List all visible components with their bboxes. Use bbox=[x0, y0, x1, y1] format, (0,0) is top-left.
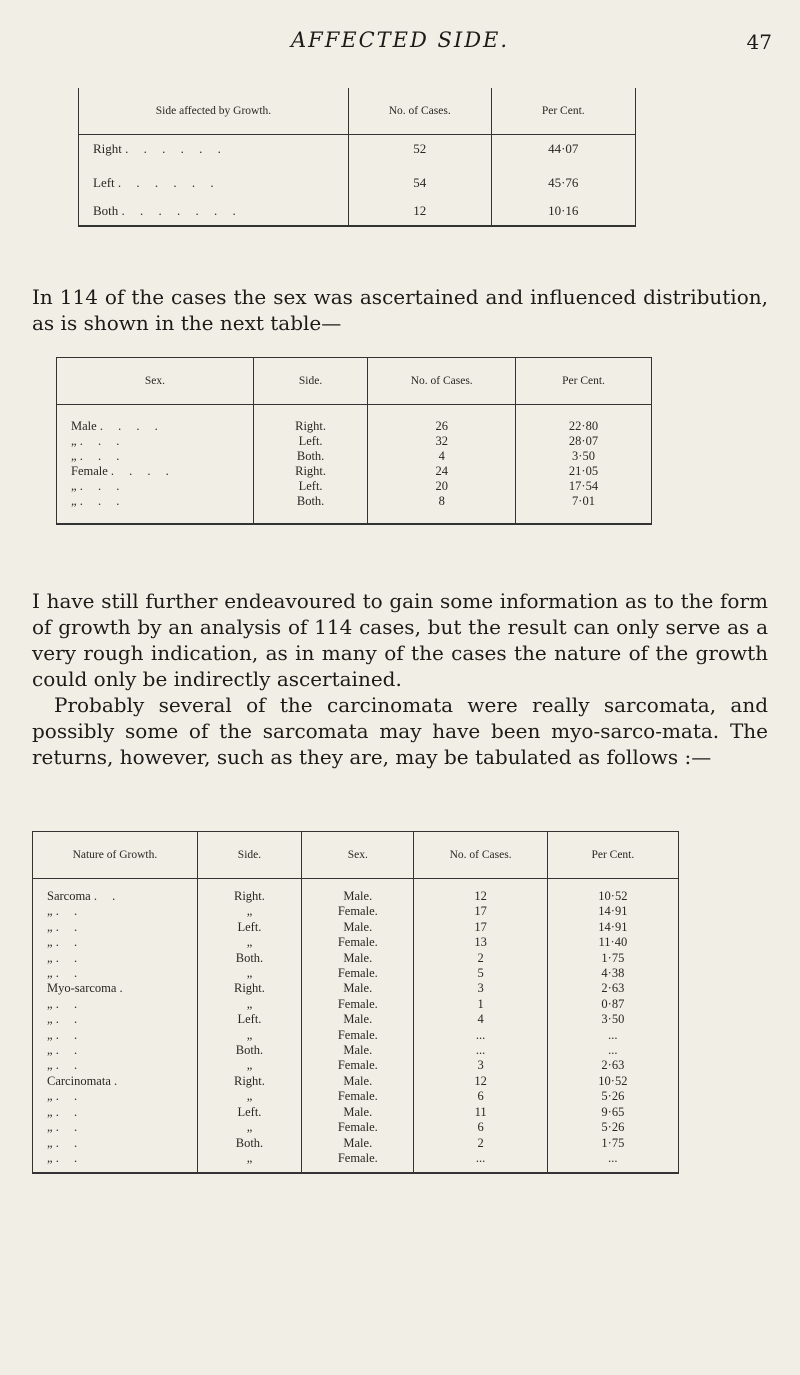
nature-of-growth-table bbox=[32, 831, 679, 1174]
leader-dots: . . bbox=[55, 1104, 84, 1119]
table-row bbox=[33, 951, 679, 966]
cell-nature bbox=[33, 1120, 198, 1135]
cell-sex: Male. bbox=[302, 951, 414, 966]
cell-side: Left. bbox=[253, 479, 368, 494]
cell-nature bbox=[33, 1089, 198, 1104]
row-label: „ bbox=[47, 1120, 53, 1135]
cell-sex: Female. bbox=[302, 1089, 414, 1104]
row-label: „ bbox=[71, 449, 77, 463]
paragraph-form-of-growth: I have still further endeavoured to gain some information as to the form of growth by an analysis of 114 cases, but the result can only serve as a very rough indication, as in many of the cases the nature of the growth could only be indirectly ascertained. bbox=[32, 589, 768, 691]
cell-percent: 14·91 bbox=[547, 920, 678, 935]
leader-dots: . . bbox=[55, 1089, 84, 1104]
cell-percent: 17·54 bbox=[516, 479, 652, 494]
cell-cases: 6 bbox=[414, 1089, 547, 1104]
side-affected-table-body bbox=[79, 135, 636, 226]
table-row bbox=[33, 935, 679, 950]
table-row bbox=[33, 1058, 679, 1073]
cell-side: Left. bbox=[197, 920, 301, 935]
cell-nature bbox=[33, 951, 198, 966]
cell-nature bbox=[33, 904, 198, 919]
col-header-cases: No. of Cases. bbox=[368, 358, 516, 405]
row-label: Right bbox=[93, 141, 122, 156]
table-end-cell bbox=[516, 509, 652, 524]
cell-percent: 2·63 bbox=[547, 981, 678, 996]
leader-dots: . . bbox=[55, 1058, 84, 1073]
col-header-cases: No. of Cases. bbox=[348, 88, 491, 135]
leader-dots: . . bbox=[55, 1012, 84, 1027]
cell-side bbox=[79, 169, 349, 197]
leader-dots: . . . bbox=[79, 479, 126, 493]
cell-cases: 54 bbox=[348, 169, 491, 197]
row-label: „ bbox=[47, 950, 53, 965]
col-header-sex: Sex. bbox=[302, 832, 414, 879]
cell-side: „ bbox=[197, 1028, 301, 1043]
row-label: „ bbox=[47, 1012, 53, 1027]
cell-side: Both. bbox=[253, 449, 368, 464]
table-end-cell bbox=[414, 1166, 547, 1173]
sex-side-table-body bbox=[57, 405, 652, 525]
row-label: „ bbox=[71, 494, 77, 508]
cell-cases: 17 bbox=[414, 904, 547, 919]
table-end-cell bbox=[253, 509, 368, 524]
table-row bbox=[79, 169, 636, 197]
cell-sex: Male. bbox=[302, 1012, 414, 1027]
leader-dots: . . . . . . bbox=[125, 141, 227, 156]
side-affected-table bbox=[78, 88, 636, 227]
cell-cases: 4 bbox=[368, 449, 516, 464]
table-row bbox=[33, 1028, 679, 1043]
cell-side: Left. bbox=[197, 1105, 301, 1120]
cell-cases: ... bbox=[414, 1043, 547, 1058]
cell-sex bbox=[57, 449, 254, 464]
leader-dots: . . . . . . . bbox=[121, 202, 242, 218]
cell-cases: 52 bbox=[348, 135, 491, 169]
cell-cases: 20 bbox=[368, 479, 516, 494]
leader-dots: . . bbox=[55, 1135, 84, 1150]
cell-percent: 21·05 bbox=[516, 464, 652, 479]
cell-percent: 14·91 bbox=[547, 904, 678, 919]
cell-percent: 3·50 bbox=[516, 449, 652, 464]
row-label: „ bbox=[47, 1150, 53, 1165]
cell-cases: 26 bbox=[368, 405, 516, 435]
cell-percent: ... bbox=[547, 1151, 678, 1166]
table-row bbox=[57, 464, 652, 479]
table-end-cell bbox=[57, 509, 254, 524]
cell-sex bbox=[57, 405, 254, 435]
paragraph-sex-distribution: In 114 of the cases the sex was ascertained and influenced distribution, as is shown in the next table— bbox=[32, 285, 768, 335]
table-end-row bbox=[57, 509, 652, 524]
col-header-side: Side affected by Growth. bbox=[79, 88, 349, 135]
table-row bbox=[33, 920, 679, 935]
col-header-side: Side. bbox=[253, 358, 368, 405]
cell-sex: Male. bbox=[302, 1136, 414, 1151]
table-end-row bbox=[33, 1166, 679, 1173]
leader-dots: . bbox=[119, 981, 129, 996]
leader-dots: . . bbox=[55, 935, 84, 950]
table-row bbox=[57, 449, 652, 464]
cell-sex: Female. bbox=[302, 1151, 414, 1166]
row-label: „ bbox=[71, 479, 77, 493]
paragraph-carcinomata: Probably several of the carcinomata were really sarcomata, and possibly some of the sarcomata may have been myo-sarco-mata. The returns, however, such as they are, may be tabulated as follows :— bbox=[32, 693, 768, 769]
cell-sex: Male. bbox=[302, 920, 414, 935]
cell-percent: 10·52 bbox=[547, 879, 678, 905]
leader-dots: . . bbox=[55, 950, 84, 965]
row-label: Male bbox=[71, 419, 97, 433]
row-label: „ bbox=[47, 919, 53, 934]
table-row bbox=[57, 479, 652, 494]
cell-cases: 11 bbox=[414, 1105, 547, 1120]
cell-cases: 12 bbox=[348, 197, 491, 226]
row-label: Myo-sarcoma bbox=[47, 981, 117, 996]
cell-nature bbox=[33, 1105, 198, 1120]
cell-nature bbox=[33, 879, 198, 905]
row-label: „ bbox=[47, 935, 53, 950]
cell-nature bbox=[33, 1136, 198, 1151]
cell-side: Right. bbox=[197, 1074, 301, 1089]
cell-side: Right. bbox=[253, 464, 368, 479]
row-label: „ bbox=[47, 1135, 53, 1150]
cell-sex bbox=[57, 434, 254, 449]
cell-nature bbox=[33, 1074, 198, 1089]
cell-side: Left. bbox=[253, 434, 368, 449]
leader-dots: . . bbox=[55, 919, 84, 934]
cell-percent: 28·07 bbox=[516, 434, 652, 449]
table-row bbox=[33, 1089, 679, 1104]
cell-sex: Male. bbox=[302, 981, 414, 996]
row-label: Both bbox=[93, 202, 119, 218]
col-header-nature: Nature of Growth. bbox=[33, 832, 198, 879]
col-header-side: Side. bbox=[197, 832, 301, 879]
row-label: Carcinomata bbox=[47, 1073, 111, 1088]
cell-side bbox=[79, 135, 349, 169]
cell-side: „ bbox=[197, 1120, 301, 1135]
cell-side: Both. bbox=[197, 1043, 301, 1058]
table-end-cell bbox=[302, 1166, 414, 1173]
cell-nature bbox=[33, 1028, 198, 1043]
cell-percent: ... bbox=[547, 1028, 678, 1043]
cell-side: Both. bbox=[197, 1136, 301, 1151]
leader-dots: . . bbox=[55, 966, 84, 981]
cell-side: „ bbox=[197, 1058, 301, 1073]
cell-cases: ... bbox=[414, 1151, 547, 1166]
row-label: Sarcoma bbox=[47, 889, 91, 903]
cell-percent: 5·26 bbox=[547, 1120, 678, 1135]
cell-sex: Female. bbox=[302, 1028, 414, 1043]
cell-sex bbox=[57, 479, 254, 494]
row-label: „ bbox=[47, 904, 53, 919]
col-header-percent: Per Cent. bbox=[491, 88, 636, 135]
row-label: „ bbox=[47, 1043, 53, 1058]
cell-percent: 9·65 bbox=[547, 1105, 678, 1120]
cell-sex: Female. bbox=[302, 1058, 414, 1073]
cell-sex: Female. bbox=[302, 966, 414, 981]
leader-dots: . . . bbox=[79, 449, 126, 463]
cell-nature bbox=[33, 981, 198, 996]
cell-percent: 2·63 bbox=[547, 1058, 678, 1073]
nature-of-growth-table-body bbox=[33, 879, 679, 1174]
cell-sex: Female. bbox=[302, 904, 414, 919]
row-label: Female bbox=[71, 464, 108, 478]
cell-percent: 1·75 bbox=[547, 1136, 678, 1151]
cell-side: „ bbox=[197, 1089, 301, 1104]
page-number: 47 bbox=[746, 30, 772, 54]
cell-percent: 11·40 bbox=[547, 935, 678, 950]
cell-sex: Male. bbox=[302, 1105, 414, 1120]
cell-sex: Female. bbox=[302, 997, 414, 1012]
leader-dots: . . . . . . bbox=[117, 174, 220, 190]
leader-dots: . . . . bbox=[110, 464, 175, 478]
cell-nature bbox=[33, 920, 198, 935]
cell-percent: 44·07 bbox=[491, 135, 636, 169]
table-row bbox=[79, 197, 636, 226]
cell-side: Right. bbox=[253, 405, 368, 435]
cell-side: „ bbox=[197, 966, 301, 981]
cell-cases: 1 bbox=[414, 997, 547, 1012]
cell-cases: ... bbox=[414, 1028, 547, 1043]
leader-dots: . . bbox=[55, 1027, 84, 1042]
col-header-percent: Per Cent. bbox=[516, 358, 652, 405]
table-row bbox=[33, 966, 679, 981]
leader-dots: . . bbox=[55, 1043, 84, 1058]
cell-sex: Female. bbox=[302, 1120, 414, 1135]
table-row bbox=[33, 1151, 679, 1166]
table-end-cell bbox=[197, 1166, 301, 1173]
table-row bbox=[33, 1074, 679, 1089]
cell-nature bbox=[33, 935, 198, 950]
cell-cases: 12 bbox=[414, 879, 547, 905]
table-end-cell bbox=[368, 509, 516, 524]
table-row bbox=[33, 879, 679, 905]
cell-sex: Male. bbox=[302, 1074, 414, 1089]
row-label: Left bbox=[93, 174, 115, 190]
leader-dots: . . bbox=[55, 1120, 84, 1135]
cell-nature bbox=[33, 1151, 198, 1166]
cell-percent: 4·38 bbox=[547, 966, 678, 981]
cell-cases: 2 bbox=[414, 1136, 547, 1151]
running-title: AFFECTED SIDE. bbox=[290, 28, 510, 52]
cell-sex bbox=[57, 464, 254, 479]
row-label: „ bbox=[47, 1058, 53, 1073]
row-label: „ bbox=[47, 1027, 53, 1042]
table-row bbox=[33, 1043, 679, 1058]
leader-dots: . bbox=[114, 1073, 124, 1088]
row-label: „ bbox=[47, 1089, 53, 1104]
row-label: „ bbox=[47, 966, 53, 981]
cell-percent: 0·87 bbox=[547, 997, 678, 1012]
cell-cases: 3 bbox=[414, 1058, 547, 1073]
cell-percent: ... bbox=[547, 1043, 678, 1058]
col-header-percent: Per Cent. bbox=[547, 832, 678, 879]
cell-side: „ bbox=[197, 935, 301, 950]
table-row bbox=[33, 1105, 679, 1120]
leader-dots: . . bbox=[93, 889, 122, 903]
cell-side: Right. bbox=[197, 879, 301, 905]
cell-cases: 8 bbox=[368, 494, 516, 509]
cell-cases: 24 bbox=[368, 464, 516, 479]
cell-sex: Male. bbox=[302, 1043, 414, 1058]
cell-percent: 7·01 bbox=[516, 494, 652, 509]
cell-cases: 4 bbox=[414, 1012, 547, 1027]
sex-side-table bbox=[56, 357, 652, 525]
table-row bbox=[33, 981, 679, 996]
row-label: „ bbox=[47, 996, 53, 1011]
cell-cases: 13 bbox=[414, 935, 547, 950]
cell-side: „ bbox=[197, 904, 301, 919]
cell-side bbox=[79, 197, 349, 226]
table-row bbox=[33, 1136, 679, 1151]
cell-percent: 10·52 bbox=[547, 1074, 678, 1089]
cell-side: Right. bbox=[197, 981, 301, 996]
table-row bbox=[33, 1120, 679, 1135]
cell-nature bbox=[33, 1058, 198, 1073]
leader-dots: . . . bbox=[79, 434, 126, 448]
row-label: „ bbox=[47, 1104, 53, 1119]
cell-cases: 6 bbox=[414, 1120, 547, 1135]
cell-percent: 3·50 bbox=[547, 1012, 678, 1027]
cell-side: Both. bbox=[253, 494, 368, 509]
cell-cases: 5 bbox=[414, 966, 547, 981]
cell-sex: Male. bbox=[302, 879, 414, 905]
cell-cases: 17 bbox=[414, 920, 547, 935]
leader-dots: . . . . bbox=[99, 419, 164, 433]
row-label: „ bbox=[71, 434, 77, 448]
cell-sex bbox=[57, 494, 254, 509]
leader-dots: . . . bbox=[79, 494, 126, 508]
cell-percent: 1·75 bbox=[547, 951, 678, 966]
col-header-cases: No. of Cases. bbox=[414, 832, 547, 879]
cell-percent: 10·16 bbox=[491, 197, 636, 226]
table-row bbox=[33, 997, 679, 1012]
table-end-cell bbox=[33, 1166, 198, 1173]
cell-nature bbox=[33, 966, 198, 981]
page-header bbox=[0, 28, 800, 58]
leader-dots: . . bbox=[55, 996, 84, 1011]
cell-percent: 22·80 bbox=[516, 405, 652, 435]
cell-nature bbox=[33, 997, 198, 1012]
cell-side: Left. bbox=[197, 1012, 301, 1027]
leader-dots: . . bbox=[55, 904, 84, 919]
table-row bbox=[33, 1012, 679, 1027]
cell-side: „ bbox=[197, 997, 301, 1012]
cell-percent: 5·26 bbox=[547, 1089, 678, 1104]
col-header-sex: Sex. bbox=[57, 358, 254, 405]
cell-side: „ bbox=[197, 1151, 301, 1166]
cell-percent: 45·76 bbox=[491, 169, 636, 197]
table-end-cell bbox=[547, 1166, 678, 1173]
cell-nature bbox=[33, 1043, 198, 1058]
leader-dots: . . bbox=[55, 1150, 84, 1165]
cell-sex: Female. bbox=[302, 935, 414, 950]
table-row bbox=[57, 405, 652, 435]
table-row bbox=[57, 434, 652, 449]
cell-cases: 32 bbox=[368, 434, 516, 449]
cell-side: Both. bbox=[197, 951, 301, 966]
cell-nature bbox=[33, 1012, 198, 1027]
table-row bbox=[79, 135, 636, 169]
table-row bbox=[33, 904, 679, 919]
cell-cases: 2 bbox=[414, 951, 547, 966]
table-row bbox=[57, 494, 652, 509]
cell-cases: 3 bbox=[414, 981, 547, 996]
cell-cases: 12 bbox=[414, 1074, 547, 1089]
